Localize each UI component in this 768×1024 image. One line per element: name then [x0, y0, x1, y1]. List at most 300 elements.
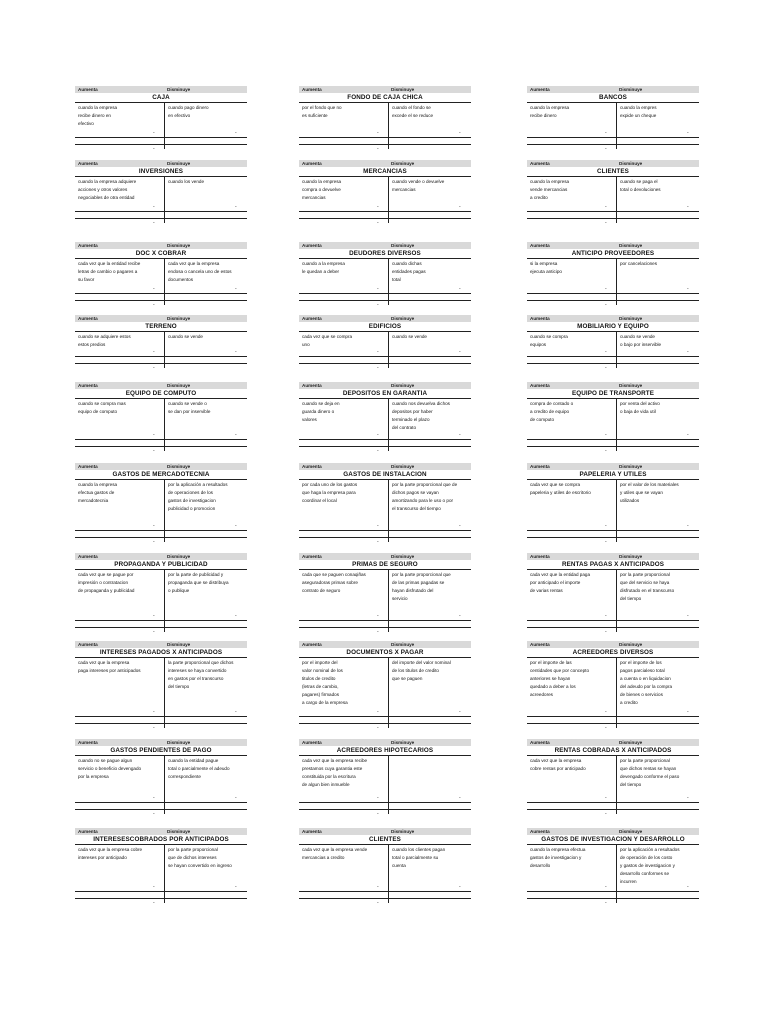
- account-body: [527, 332, 699, 371]
- text-line: del adeudo por la compra: [620, 684, 673, 689]
- t-account: [299, 463, 471, 545]
- disminuye-label: Disminuye: [391, 243, 415, 248]
- aumenta-label: Aumenta: [302, 642, 322, 647]
- account-body: [527, 480, 699, 545]
- text-line: cuando pago dinero: [168, 105, 209, 110]
- column-header: [299, 828, 471, 835]
- disminuye-label: Disminuye: [619, 829, 643, 834]
- dash-value: -: [605, 884, 607, 890]
- text-line: del tiempo: [620, 782, 642, 787]
- debit-column: [299, 756, 389, 800]
- t-vertical-line: [616, 756, 617, 814]
- debit-column: [75, 480, 165, 528]
- aumenta-label: Aumenta: [78, 642, 98, 647]
- text-line: a cargo de la empresa: [302, 700, 348, 705]
- text-line: mercadotecnia: [78, 498, 109, 503]
- column-header: [299, 86, 471, 93]
- text-line: intereses por anticipado: [78, 855, 127, 860]
- text-line: endosa o cancela uno de estos: [168, 269, 232, 274]
- balance-line: [527, 300, 699, 301]
- text-line: cuando nos devuelva dichos: [392, 401, 450, 406]
- debit-column: [527, 399, 617, 437]
- text-line: mercancias a credito: [302, 855, 345, 860]
- text-line: total o devoluciones: [620, 187, 661, 192]
- account-body: [299, 259, 471, 308]
- text-line: cuando la empres: [620, 105, 657, 110]
- balance-line: [299, 363, 471, 364]
- balance-line: [527, 537, 699, 538]
- dash-value: -: [153, 539, 155, 545]
- text-line: cada vez que la entidad recibe: [78, 261, 141, 266]
- aumenta-label: Aumenta: [530, 464, 550, 469]
- dash-value: -: [459, 523, 461, 529]
- disminuye-label: Disminuye: [391, 87, 415, 92]
- t-vertical-line: [388, 845, 389, 903]
- text-line: de propaganda y publicidad: [78, 588, 135, 593]
- debit-column: [527, 658, 617, 714]
- text-line: y utiles que se vayan: [620, 490, 663, 495]
- debit-column: [75, 399, 165, 437]
- aumenta-label: Aumenta: [530, 642, 550, 647]
- credit-column: [389, 480, 471, 528]
- column-header: [299, 315, 471, 322]
- text-line: cuando se vende: [392, 334, 427, 339]
- text-line: de algun bien inmueble: [302, 782, 350, 787]
- dash-value: -: [687, 204, 689, 210]
- t-account: [299, 828, 471, 906]
- t-vertical-line: [616, 570, 617, 632]
- text-line: cuando la entidad pague: [168, 758, 219, 763]
- text-line: cada vez que se compra: [530, 482, 581, 487]
- dash-value: -: [605, 629, 607, 635]
- text-line: recibe dinero en: [78, 113, 111, 118]
- text-line: que del servicio se haya: [620, 580, 670, 585]
- dash-value: -: [605, 349, 607, 355]
- account-body: [75, 756, 247, 817]
- account-title: EDIFICIOS: [299, 322, 471, 332]
- text-line: valores: [302, 417, 317, 422]
- total-line: [299, 439, 471, 440]
- credit-column: [389, 570, 471, 618]
- text-line: por la parte proporcional: [168, 847, 218, 852]
- account-title: PAPELERIA Y UTILES: [527, 470, 699, 480]
- text-line: total: [392, 277, 401, 282]
- text-line: que se paguen: [392, 676, 423, 681]
- dash-value: -: [459, 432, 461, 438]
- dash-value: -: [687, 523, 689, 529]
- text-line: a credito de equipo: [530, 409, 570, 414]
- dash-value: -: [235, 286, 237, 292]
- dash-value: -: [153, 130, 155, 136]
- debit-column: [299, 480, 389, 528]
- aumenta-label: Aumenta: [530, 740, 550, 745]
- account-body: [527, 103, 699, 152]
- text-line: por el valor de los materiales: [620, 482, 679, 487]
- disminuye-label: Disminuye: [391, 383, 415, 388]
- text-line: depositos por haber: [392, 409, 433, 414]
- text-line: por el importe de las: [530, 660, 572, 665]
- dash-value: -: [377, 725, 379, 731]
- account-body: [527, 845, 699, 906]
- text-line: del importe del valor nominal: [392, 660, 451, 665]
- disminuye-label: Disminuye: [619, 243, 643, 248]
- t-vertical-line: [388, 570, 389, 632]
- t-vertical-line: [388, 756, 389, 814]
- account-title: RENTAS PAGAS X ANTICIPADOS: [527, 560, 699, 570]
- column-header: [299, 463, 471, 470]
- text-line: cuando la empresa: [530, 105, 570, 110]
- dash-value: -: [377, 448, 379, 454]
- column-header: [527, 382, 699, 389]
- dash-value: -: [605, 725, 607, 731]
- column-header: [75, 160, 247, 167]
- aumenta-label: Aumenta: [530, 829, 550, 834]
- text-line: del tiempo: [620, 596, 642, 601]
- text-line: cada vez que se compra: [302, 334, 353, 339]
- debit-column: [299, 399, 389, 437]
- aumenta-label: Aumenta: [302, 87, 322, 92]
- column-header: [527, 641, 699, 648]
- text-line: por cada uno de los gastos: [302, 482, 358, 487]
- t-vertical-line: [164, 399, 165, 451]
- dash-value: -: [153, 286, 155, 292]
- text-line: publicidad o promocion: [168, 506, 216, 511]
- t-vertical-line: [616, 658, 617, 728]
- text-line: recibe dinero: [530, 113, 557, 118]
- disminuye-label: Disminuye: [167, 243, 191, 248]
- dash-value: -: [459, 709, 461, 715]
- debit-column: [75, 332, 165, 354]
- text-line: el transcurso del tiempo: [392, 506, 441, 511]
- text-line: terminado el plazo: [392, 417, 430, 422]
- t-vertical-line: [616, 399, 617, 451]
- aumenta-label: Aumenta: [302, 464, 322, 469]
- dash-value: -: [153, 349, 155, 355]
- aumenta-label: Aumenta: [78, 740, 98, 745]
- balance-line: [75, 723, 247, 724]
- text-line: devengado conforme el paso: [620, 774, 680, 779]
- account-body: [299, 756, 471, 817]
- text-line: cuando se compra: [530, 334, 568, 339]
- text-line: efectivo: [78, 121, 94, 126]
- account-title: CLIENTES: [299, 835, 471, 845]
- aumenta-label: Aumenta: [530, 243, 550, 248]
- text-line: por la parte proporcional: [620, 572, 670, 577]
- balance-line: [299, 898, 471, 899]
- aumenta-label: Aumenta: [302, 554, 322, 559]
- text-line: cada vez que la empresa: [78, 660, 130, 665]
- dash-value: -: [687, 432, 689, 438]
- text-line: paga intereses por anticipados: [78, 668, 141, 673]
- account-body: [75, 399, 247, 454]
- text-line: su favor: [78, 277, 95, 282]
- text-line: aseguradoras primas sobre: [302, 580, 358, 585]
- text-line: total o parcialmente su: [392, 855, 439, 860]
- text-line: cuando se vende: [168, 334, 203, 339]
- dash-value: -: [377, 539, 379, 545]
- text-line: es suficiente: [302, 113, 328, 118]
- text-line: por la aplicación a resultados: [620, 847, 680, 852]
- disminuye-label: Disminuye: [167, 554, 191, 559]
- account-body: [299, 570, 471, 635]
- account-body: [299, 845, 471, 906]
- text-line: gastos de investigacion y: [530, 855, 582, 860]
- balance-line: [527, 363, 699, 364]
- t-account: [299, 641, 471, 731]
- account-body: [527, 756, 699, 817]
- text-line: vende mercancias: [530, 187, 568, 192]
- total-line: [299, 356, 471, 357]
- disminuye-label: Disminuye: [619, 554, 643, 559]
- dash-value: -: [687, 613, 689, 619]
- disminuye-label: Disminuye: [167, 161, 191, 166]
- column-header: [299, 242, 471, 249]
- aumenta-label: Aumenta: [302, 161, 322, 166]
- text-line: cada vez que la empresa: [530, 758, 582, 763]
- total-line: [299, 802, 471, 803]
- account-title: CLIENTES: [527, 167, 699, 177]
- dash-value: -: [687, 709, 689, 715]
- balance-line: [527, 809, 699, 810]
- dash-value: -: [153, 725, 155, 731]
- dash-value: -: [605, 900, 607, 906]
- dash-value: -: [153, 811, 155, 817]
- dash-value: -: [459, 349, 461, 355]
- debit-column: [299, 177, 389, 209]
- credit-column: [165, 658, 247, 714]
- balance-line: [299, 218, 471, 219]
- text-line: o baja de vida util: [620, 409, 656, 414]
- dash-value: -: [605, 220, 607, 226]
- column-header: [527, 160, 699, 167]
- t-account: [527, 382, 699, 454]
- column-header: [527, 553, 699, 560]
- credit-column: [389, 845, 471, 889]
- debit-column: [527, 845, 617, 889]
- disminuye-label: Disminuye: [391, 829, 415, 834]
- text-line: compra o devuelve: [302, 187, 341, 192]
- dash-value: -: [153, 613, 155, 619]
- text-line: cuando se paga el: [620, 179, 658, 184]
- dash-value: -: [153, 709, 155, 715]
- dash-value: -: [605, 365, 607, 371]
- column-header: [527, 463, 699, 470]
- t-account: [527, 739, 699, 817]
- column-header: [299, 160, 471, 167]
- total-line: [299, 530, 471, 531]
- dash-value: -: [377, 709, 379, 715]
- balance-line: [299, 300, 471, 301]
- debit-column: [75, 259, 165, 291]
- balance-line: [75, 537, 247, 538]
- text-line: cuando dichas: [392, 261, 422, 266]
- text-line: que haga la empresa para: [302, 490, 356, 495]
- account-title: CAJA: [75, 93, 247, 103]
- account-title: GASTOS DE INVESTIGACION Y DESARROLLO: [527, 835, 699, 845]
- total-line: [527, 137, 699, 138]
- aumenta-label: Aumenta: [302, 829, 322, 834]
- disminuye-label: Disminuye: [167, 740, 191, 745]
- balance-line: [75, 898, 247, 899]
- text-line: hayan disfrutado del: [392, 588, 434, 593]
- text-line: entidades pagas: [392, 269, 426, 274]
- total-line: [527, 620, 699, 621]
- account-body: [75, 332, 247, 371]
- column-header: [75, 242, 247, 249]
- text-line: por la aplicación a resultados: [168, 482, 228, 487]
- text-line: utilizados: [620, 498, 640, 503]
- text-line: cuando la empresa efectua: [530, 847, 586, 852]
- dash-value: -: [235, 349, 237, 355]
- text-line: cuando a la empresa: [302, 261, 345, 266]
- account-body: [299, 103, 471, 152]
- text-line: cuando vende o devuelve: [392, 179, 445, 184]
- dash-value: -: [377, 523, 379, 529]
- t-account: [299, 553, 471, 635]
- credit-column: [165, 570, 247, 618]
- dash-value: -: [687, 884, 689, 890]
- text-line: acreedores: [530, 692, 553, 697]
- text-line: o bajo por inservible: [620, 342, 662, 347]
- text-line: cuando la empresa: [78, 482, 118, 487]
- t-account: [75, 641, 247, 731]
- text-line: negociables de otra entidad: [78, 195, 135, 200]
- text-line: acciones y otros valores: [78, 187, 128, 192]
- dash-value: -: [377, 146, 379, 152]
- account-body: [527, 570, 699, 635]
- text-line: cuando la empresa: [78, 105, 118, 110]
- disminuye-label: Disminuye: [391, 554, 415, 559]
- dash-value: -: [605, 130, 607, 136]
- account-title: INTERESES PAGADOS X ANTICIPADOS: [75, 648, 247, 658]
- disminuye-label: Disminuye: [167, 829, 191, 834]
- dash-value: -: [377, 432, 379, 438]
- account-title: DEPOSITOS EN GARANTIA: [299, 389, 471, 399]
- text-line: por el importe de los: [620, 660, 662, 665]
- debit-column: [527, 177, 617, 209]
- account-body: [299, 399, 471, 454]
- text-line: (letras de cambio,: [302, 684, 339, 689]
- debit-column: [75, 756, 165, 800]
- account-body: [75, 103, 247, 152]
- t-account: [299, 739, 471, 817]
- dash-value: -: [605, 811, 607, 817]
- text-line: documentos: [168, 277, 194, 282]
- account-title: ACREEDORES HIPOTECARIOS: [299, 746, 471, 756]
- debit-column: [527, 103, 617, 135]
- dash-value: -: [153, 146, 155, 152]
- dash-value: -: [377, 629, 379, 635]
- balance-line: [75, 218, 247, 219]
- text-line: desarrollo conformes se: [620, 871, 670, 876]
- text-line: cuando se adquiere estos: [78, 334, 131, 339]
- dash-value: -: [605, 286, 607, 292]
- dash-value: -: [153, 365, 155, 371]
- debit-column: [75, 658, 165, 714]
- text-line: cada vez que la empresa recibe: [302, 758, 368, 763]
- text-line: amortizando para le uso o por: [392, 498, 454, 503]
- text-line: por el fondo que no: [302, 105, 342, 110]
- text-line: de operaciones de los: [168, 490, 213, 495]
- account-title: GASTOS PENDIENTES DE PAGO: [75, 746, 247, 756]
- balance-line: [299, 809, 471, 810]
- dash-value: -: [605, 539, 607, 545]
- dash-value: -: [605, 523, 607, 529]
- text-line: cuando los vende: [168, 179, 205, 184]
- dash-value: -: [605, 432, 607, 438]
- aumenta-label: Aumenta: [530, 383, 550, 388]
- text-line: correspondiente: [168, 774, 201, 779]
- t-vertical-line: [164, 103, 165, 149]
- column-header: [75, 86, 247, 93]
- text-line: excede el se reduce: [392, 113, 434, 118]
- text-line: intereses se haya convertido: [168, 668, 227, 673]
- text-line: cada que se paguen conaqiñas: [302, 572, 366, 577]
- dash-value: -: [235, 130, 237, 136]
- disminuye-label: Disminuye: [619, 740, 643, 745]
- disminuye-label: Disminuye: [619, 316, 643, 321]
- balance-line: [75, 446, 247, 447]
- text-line: en gastos por el transcurso: [168, 676, 224, 681]
- account-body: [75, 570, 247, 635]
- text-line: cobre rentas por anticipado: [530, 766, 586, 771]
- text-line: papeleria y utiles de escritorio: [530, 490, 591, 495]
- text-line: letras de cambio o pagares a: [78, 269, 138, 274]
- balance-line: [75, 144, 247, 145]
- t-vertical-line: [616, 845, 617, 903]
- debit-column: [299, 332, 389, 354]
- disminuye-label: Disminuye: [167, 464, 191, 469]
- credit-column: [617, 756, 699, 800]
- account-title: BANCOS: [527, 93, 699, 103]
- aumenta-label: Aumenta: [530, 316, 550, 321]
- t-account: [527, 242, 699, 308]
- column-header: [527, 828, 699, 835]
- text-line: expide un cheque: [620, 113, 657, 118]
- account-title: TERRENO: [75, 322, 247, 332]
- t-account: [299, 160, 471, 226]
- debit-column: [527, 756, 617, 800]
- balance-line: [299, 537, 471, 538]
- text-line: cuando los clientes pagan: [392, 847, 446, 852]
- account-body: [527, 658, 699, 731]
- total-line: [527, 211, 699, 212]
- column-header: [299, 739, 471, 746]
- column-header: [75, 463, 247, 470]
- text-line: equipo de computo: [78, 409, 118, 414]
- account-title: MOBILIARIO Y EQUIPO: [527, 322, 699, 332]
- account-body: [299, 480, 471, 545]
- t-vertical-line: [616, 103, 617, 149]
- text-line: por la empresa: [78, 774, 109, 779]
- total-line: [299, 620, 471, 621]
- text-line: cada vez que la empresa cobre: [78, 847, 143, 852]
- dash-value: -: [459, 613, 461, 619]
- total-line: [299, 293, 471, 294]
- text-line: efectua gastos de: [78, 490, 115, 495]
- text-line: propaganda que se distribuya: [168, 580, 229, 585]
- dash-value: -: [605, 204, 607, 210]
- t-account: [527, 641, 699, 731]
- text-line: a cuenta o en liquidacion: [620, 676, 671, 681]
- dash-value: -: [377, 349, 379, 355]
- aumenta-label: Aumenta: [78, 464, 98, 469]
- total-line: [527, 716, 699, 717]
- account-title: INVERSIONES: [75, 167, 247, 177]
- text-line: se dan por inservible: [168, 409, 211, 414]
- t-account: [75, 828, 247, 906]
- t-account: [527, 86, 699, 152]
